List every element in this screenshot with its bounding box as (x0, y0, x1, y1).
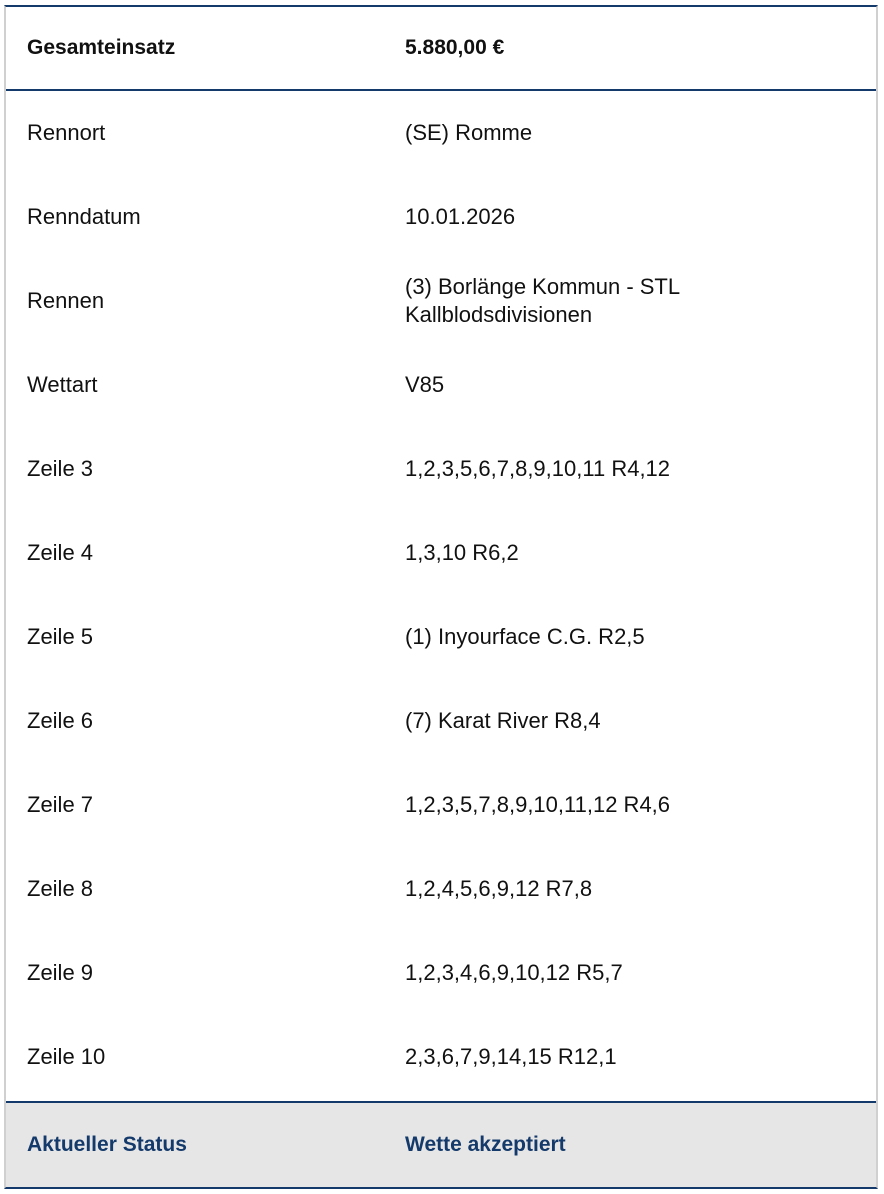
current-status-row (6, 1101, 876, 1187)
detail-row-line-5 (6, 595, 876, 679)
detail-label: Zeile 7 (27, 792, 94, 817)
detail-label: Rennen (27, 288, 105, 313)
detail-label: Zeile 6 (27, 708, 94, 733)
detail-value: 1,3,10 R6,2 (405, 540, 519, 565)
detail-label: Wettart (27, 372, 98, 397)
detail-value: 2,3,6,7,9,14,15 R12,1 (405, 1044, 617, 1069)
detail-value: 1,2,3,5,6,7,8,9,10,11 R4,12 (405, 456, 671, 481)
detail-value: (SE) Romme (405, 120, 533, 145)
total-stake-value: 5.880,00 € (405, 36, 505, 59)
detail-row-race (6, 259, 876, 343)
detail-label: Rennort (27, 120, 106, 145)
detail-row-line-8 (6, 847, 876, 931)
detail-row-line-9 (6, 931, 876, 1015)
detail-row-bet-type (6, 343, 876, 427)
total-stake-label: Gesamteinsatz (27, 36, 176, 59)
bet-details-card (4, 5, 878, 1189)
detail-row-line-7 (6, 763, 876, 847)
detail-row-line-10 (6, 1015, 876, 1099)
detail-value: (1) Inyourface C.G. R2,5 (405, 624, 645, 649)
detail-row-date (6, 175, 876, 259)
detail-label: Renndatum (27, 204, 141, 229)
status-label: Aktueller Status (27, 1133, 187, 1156)
detail-label: Zeile 8 (27, 876, 94, 901)
detail-row-line-4 (6, 511, 876, 595)
detail-value: (3) Borlänge Kommun - STL Kallblodsdivisionen (405, 274, 680, 327)
detail-value: 1,2,3,4,6,9,10,12 R5,7 (405, 960, 623, 985)
detail-label: Zeile 4 (27, 540, 94, 565)
detail-row-venue (6, 91, 876, 175)
detail-label: Zeile 3 (27, 456, 94, 481)
detail-value: V85 (405, 372, 445, 397)
status-value: Wette akzeptiert (405, 1133, 566, 1156)
detail-row-line-6 (6, 679, 876, 763)
detail-value: 1,2,4,5,6,9,12 R7,8 (405, 876, 593, 901)
detail-label: Zeile 9 (27, 960, 94, 985)
detail-value: (7) Karat River R8,4 (405, 708, 601, 733)
detail-label: Zeile 5 (27, 624, 94, 649)
detail-row-line-3 (6, 427, 876, 511)
detail-value: 10.01.2026 (405, 204, 516, 229)
detail-value: 1,2,3,5,7,8,9,10,11,12 R4,6 (405, 792, 671, 817)
detail-label: Zeile 10 (27, 1044, 106, 1069)
total-stake-row (6, 7, 876, 91)
